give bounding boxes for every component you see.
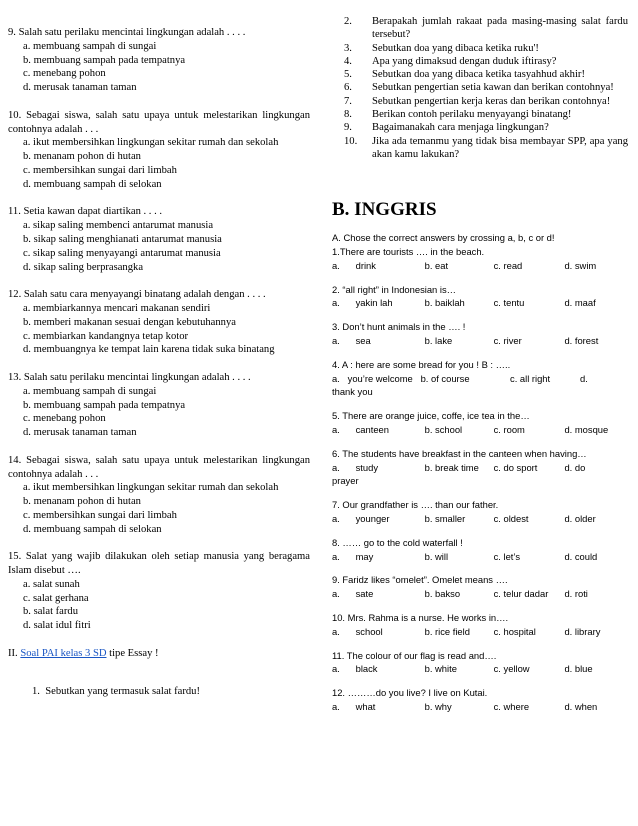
essay-text: Sebutkan pengertian kerja keras dan berikan contohnya!	[372, 95, 611, 107]
inggris-option: may	[355, 550, 374, 562]
inggris-question	[332, 649, 628, 677]
inggris-option: c. do sport	[493, 461, 538, 473]
essay-number: 2.	[344, 16, 352, 27]
inggris-option: school	[355, 625, 383, 637]
answer-option: d. merusak tanaman taman	[23, 82, 137, 94]
essay-question-list	[332, 15, 628, 161]
inggris-option: drink	[355, 259, 376, 271]
answer-option: d. membuang sampah di selokan	[23, 523, 162, 535]
inggris-option: what	[355, 700, 376, 712]
answer-option: b. menanam pohon di hutan	[23, 151, 141, 163]
question-text: 12. Salah satu cara menyayangi binatang adalah dengan . . . .	[8, 289, 266, 301]
inggris-question	[332, 573, 628, 601]
inggris-option: a.	[332, 297, 340, 309]
essay-number: 6.	[344, 82, 352, 94]
inggris-option: b. smaller	[424, 513, 466, 525]
essay-number: 3.	[344, 42, 352, 54]
question-item	[8, 205, 310, 274]
answer-option: b. salat fardu	[23, 606, 79, 618]
essay-text: Jika ada temanmu yang tidak bisa membayar SPP, apa yang akan kamu lakukan?	[372, 135, 628, 160]
essay-question	[332, 121, 628, 134]
essay-text: Sebutkan doa yang dibaca ketika tasyahhud akhir!	[372, 69, 585, 81]
inggris-question-text: 10. Mrs. Rahma is a nurse. He works in….	[332, 612, 509, 623]
inggris-option: d. when	[564, 700, 598, 712]
answer-option: b. membuang sampah pada tempatnya	[23, 54, 186, 66]
essay-question	[332, 95, 628, 108]
essay-text: Sebutkan doa yang dibaca ketika ruku'!	[372, 42, 539, 54]
inggris-question-text: 9. Faridz likes “omelet”. Omelet means ….	[332, 574, 508, 586]
inggris-question-text: 5. There are orange juice, coffe, ice tea in the…	[332, 410, 530, 422]
inggris-option: d. mosque	[564, 424, 609, 436]
answer-option: b. menanam pohon di hutan	[23, 496, 141, 508]
inggris-option-continued: prayer	[332, 475, 359, 487]
inggris-option: b. bakso	[424, 588, 461, 600]
inggris-options	[332, 372, 628, 386]
inggris-option: a.	[332, 259, 340, 271]
inggris-option: c. read	[493, 259, 523, 271]
inggris-option: c. oldest	[493, 513, 529, 525]
inggris-option: a.	[332, 461, 340, 473]
question-item	[8, 26, 310, 95]
inggris-option: younger	[355, 513, 390, 525]
inggris-question	[332, 498, 628, 526]
essay-section-link[interactable]: Soal PAI kelas 3 SD	[20, 647, 107, 659]
inggris-option: c. all right	[510, 372, 551, 384]
inggris-option: b. will	[424, 550, 449, 562]
essay-text: Sebutkan pengertian setia kawan dan berikan contohnya!	[372, 82, 614, 94]
pai-multiple-choice	[8, 26, 310, 633]
answer-option: a. membuang sampah di sungai	[23, 385, 157, 397]
inggris-option: d. older	[564, 513, 596, 525]
answer-option: a. ikut membersihkan lingkungan sekitar rumah dan sekolah	[23, 482, 279, 494]
question-text: 10. Sebagai siswa, salah satu upaya untuk melestarikan lingkungan contohnya adalah . . .	[8, 109, 310, 135]
inggris-option: d. could	[564, 550, 598, 562]
inggris-question	[332, 611, 628, 639]
essay-question	[332, 15, 628, 42]
inggris-options	[332, 625, 628, 639]
inggris-option: study	[355, 461, 379, 473]
essay-text: Sebutkan yang termasuk salat fardu!	[45, 685, 200, 697]
answer-option: a. salat sunah	[23, 578, 80, 590]
inggris-option: c. where	[493, 700, 530, 712]
answer-option: c. menebang pohon	[23, 68, 106, 80]
answer-option: d. membuang sampah di selokan	[23, 178, 162, 190]
answer-option: c. menebang pohon	[23, 413, 106, 425]
inggris-option: a.	[332, 550, 340, 562]
essay-section-prefix: II.	[8, 647, 21, 659]
essay-section-suffix: tipe Essay !	[106, 647, 159, 659]
inggris-options	[332, 550, 628, 564]
inggris-question-text: 12. ………do you live? I live on Kutai.	[332, 687, 488, 699]
inggris-question-text: 2. “all right” in Indonesian is…	[332, 283, 457, 295]
left-column	[8, 26, 310, 698]
inggris-option: yakin lah	[355, 297, 393, 309]
inggris-question-text: 1.There are tourists …. in the beach.	[332, 246, 485, 258]
inggris-option: b. white	[424, 663, 457, 675]
inggris-option: a. you’re welcome b. of course	[332, 372, 470, 384]
inggris-option: a.	[332, 424, 340, 436]
inggris-option: a.	[332, 513, 340, 525]
inggris-options	[332, 587, 628, 601]
inggris-question	[332, 447, 628, 488]
inggris-option: d. maaf	[564, 297, 596, 309]
essay-question	[332, 68, 628, 81]
essay-question-1	[8, 685, 310, 699]
inggris-options	[332, 423, 628, 437]
inggris-option: canteen	[355, 424, 389, 436]
answer-option: d. merusak tanaman taman	[23, 427, 137, 439]
inggris-option: b. why	[424, 700, 452, 712]
inggris-options	[332, 461, 628, 475]
essay-question	[332, 42, 628, 55]
inggris-options	[332, 700, 628, 714]
inggris-section-title: B. INGGRIS	[332, 199, 437, 221]
inggris-option: d. roti	[564, 588, 588, 600]
inggris-instruction: A. Chose the correct answers by crossing a, b, c or d!	[332, 232, 555, 244]
answer-option: d. sikap saling berprasangka	[23, 261, 144, 273]
answer-option: a. ikut membersihkan lingkungan sekitar rumah dan sekolah	[23, 137, 279, 149]
inggris-option: sea	[355, 335, 371, 347]
inggris-option: c. river	[493, 335, 522, 347]
inggris-options	[332, 296, 628, 310]
inggris-option: c. tentu	[493, 297, 525, 309]
essay-section-title	[8, 647, 310, 661]
inggris-question-text: 11. The colour of our flag is read and….	[332, 649, 497, 661]
inggris-option: d. swim	[564, 259, 597, 271]
question-item	[8, 371, 310, 440]
inggris-option: b. school	[424, 424, 463, 436]
inggris-option: d. do	[564, 461, 586, 473]
inggris-option: c. room	[493, 424, 525, 436]
inggris-question	[332, 283, 628, 311]
inggris-option: b. baiklah	[424, 297, 465, 309]
inggris-options	[332, 259, 628, 273]
essay-text: Bagaimanakah cara menjaga lingkungan?	[372, 122, 549, 134]
essay-number: 1.	[32, 685, 40, 697]
essay-number: 4.	[344, 55, 352, 67]
answer-option: d. salat idul fitri	[23, 620, 91, 632]
inggris-option: a.	[332, 588, 340, 600]
question-item	[8, 109, 310, 192]
inggris-option: a.	[332, 663, 340, 675]
inggris-option: c. telur dadar	[493, 588, 549, 600]
question-text: 15. Salat yang wajib dilakukan oleh setiap manusia yang beragama Islam disebut ….	[8, 551, 310, 577]
inggris-question	[332, 358, 628, 399]
inggris-options	[332, 662, 628, 676]
inggris-option: a.	[332, 700, 340, 712]
essay-number: 7.	[344, 95, 352, 107]
answer-option: c. sikap saling menyayangi antarumat manusia	[23, 247, 221, 259]
essay-question	[332, 135, 628, 162]
inggris-question-text: 7. Our grandfather is …. than our father.	[332, 499, 499, 511]
inggris-option: d.	[580, 372, 588, 384]
answer-option: a. membuang sampah di sungai	[23, 40, 157, 52]
question-text: 11. Setia kawan dapat diartikan . . . .	[8, 206, 163, 218]
inggris-option: d. blue	[564, 663, 593, 675]
inggris-question-text: 3. Don’t hunt animals in the …. !	[332, 321, 466, 333]
question-item	[8, 454, 310, 537]
inggris-option: b. break time	[424, 461, 479, 473]
inggris-question-text: 6. The students have breakfast in the canteen when having…	[332, 447, 587, 459]
answer-option: c. membersihkan sungai dari limbah	[23, 509, 177, 521]
answer-option: c. membersihkan sungai dari limbah	[23, 164, 177, 176]
inggris-option: sate	[355, 588, 374, 600]
essay-text: Berapakah jumlah rakaat pada masing-masing salat fardu tersebut?	[372, 16, 628, 41]
essay-question	[332, 81, 628, 94]
question-item	[8, 550, 310, 633]
answer-option: b. memberi makanan sesuai dengan kebutuhannya	[23, 316, 236, 328]
inggris-question-text: 8. …… go to the cold waterfall !	[332, 536, 463, 548]
inggris-option: black	[355, 663, 378, 675]
inggris-option-continued: thank you	[332, 386, 373, 398]
inggris-options	[332, 512, 628, 526]
essay-number: 10.	[344, 135, 358, 147]
essay-number: 5.	[344, 69, 352, 81]
inggris-question	[332, 245, 628, 273]
essay-number: 8.	[344, 109, 352, 121]
question-text: 9. Salah satu perilaku mencintai lingkungan adalah . . . .	[8, 27, 246, 38]
inggris-question	[332, 536, 628, 564]
answer-option: a. membiarkannya mencari makanan sendiri	[23, 302, 211, 314]
answer-option: c. membiarkan kandangnya tetap kotor	[23, 330, 189, 342]
inggris-option: d. forest	[564, 335, 599, 347]
inggris-option: d. library	[564, 625, 601, 637]
essay-number: 9.	[344, 122, 352, 134]
inggris-option: c. yellow	[493, 663, 530, 675]
inggris-option: c. let’s	[493, 550, 521, 562]
answer-option: b. membuang sampah pada tempatnya	[23, 399, 186, 411]
right-column	[332, 15, 628, 724]
inggris-option: c. hospital	[493, 625, 536, 637]
inggris-option: b. eat	[424, 259, 449, 271]
inggris-question	[332, 320, 628, 348]
inggris-option: b. lake	[424, 335, 453, 347]
question-text: 13. Salah satu perilaku mencintai lingkungan adalah . . . .	[8, 371, 251, 383]
answer-option: c. salat gerhana	[23, 592, 89, 604]
essay-text: Berikan contoh perilaku menyayangi binatang!	[372, 109, 572, 121]
inggris-option: a.	[332, 335, 340, 347]
inggris-section	[332, 231, 628, 714]
inggris-question	[332, 686, 628, 714]
inggris-option: a.	[332, 625, 340, 637]
answer-option: b. sikap saling menghianati antarumat manusia	[23, 233, 222, 245]
question-text: 14. Sebagai siswa, salah satu upaya untuk melestarikan lingkungan contohnya adalah . . .	[8, 454, 310, 480]
essay-question	[332, 55, 628, 68]
inggris-question-text: 4. A : here are some bread for you ! B : …..	[332, 358, 511, 370]
essay-text: Apa yang dimaksud dengan duduk iftirasy?	[372, 55, 557, 67]
inggris-options	[332, 334, 628, 348]
inggris-questions	[332, 245, 628, 714]
inggris-question	[332, 409, 628, 437]
answer-option: d. membuangnya ke tempat lain karena tidak suka binatang	[23, 344, 275, 356]
answer-option: a. sikap saling membenci antarumat manusia	[23, 220, 214, 232]
inggris-option: b. rice field	[424, 625, 470, 637]
essay-question	[332, 108, 628, 121]
question-item	[8, 288, 310, 357]
